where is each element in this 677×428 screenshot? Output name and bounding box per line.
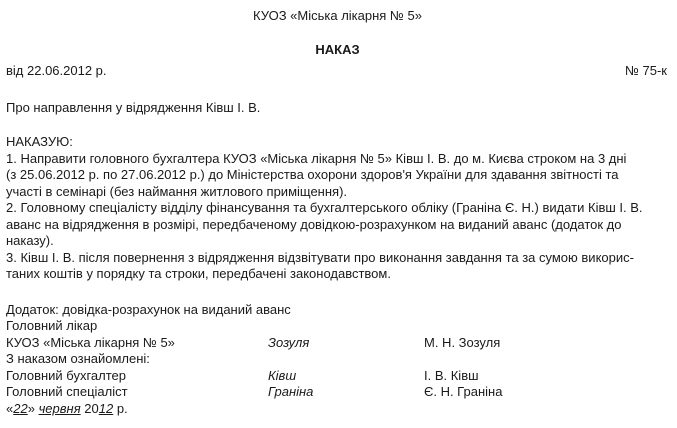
order-item-line: 1. Направити головного бухгалтера КУОЗ «Міська лікарня № 5» Ківш І. В. до м. Києва строком на 3 дні xyxy=(6,150,627,166)
order-item-line: участі в семінарі (без наймання житлового приміщення). xyxy=(6,183,348,199)
order-number: № 75-к xyxy=(624,63,667,78)
footer-date-close-quote: » xyxy=(27,400,35,416)
signer-name: Є. Н. Граніна xyxy=(424,384,503,399)
head-signature-row xyxy=(6,335,669,352)
order-item-line: 2. Головному спеціалісту відділу фінансування та бухгалтерського обліку (Граніна Є. Н.) видати Ківш І. В. xyxy=(6,200,643,215)
date-number-line xyxy=(6,63,669,80)
signer-signature: Ківш xyxy=(268,367,297,383)
head-position: Головний лікар xyxy=(6,318,98,333)
signer-row xyxy=(6,384,669,401)
signer-position: Головний спеціаліст xyxy=(6,384,128,399)
document-title: НАКАЗ xyxy=(315,42,360,57)
organization-name: КУОЗ «Міська лікарня № 5» xyxy=(253,8,422,23)
footer-date-day: 22 xyxy=(13,400,28,416)
order-item-1 xyxy=(6,151,669,201)
order-item-2 xyxy=(6,200,669,250)
acquainted-label: З наказом ознайомлені: xyxy=(6,351,150,366)
order-date: від 22.06.2012 р. xyxy=(6,63,107,78)
attachment-note: Додаток: довідка-розрахунок на виданий аванс xyxy=(6,301,291,317)
signer-signature: Граніна xyxy=(268,384,314,399)
signer-row xyxy=(6,368,669,385)
footer-date-open-quote: « xyxy=(6,400,14,416)
footer-date-year-prefix: 20 xyxy=(84,400,99,416)
footer-date xyxy=(6,401,669,418)
order-subject: Про направлення у відрядження Ківш І. В. xyxy=(6,100,261,115)
signer-position: Головний бухгалтер xyxy=(6,367,126,383)
footer-date-month: червня xyxy=(38,400,81,416)
head-org: КУОЗ «Міська лікарня № 5» xyxy=(6,334,175,350)
order-item-line: таних коштів у порядку та строки, передбачені законодавством. xyxy=(6,266,391,281)
footer-date-year-unit: р. xyxy=(116,400,128,416)
head-name: М. Н. Зозуля xyxy=(424,334,501,350)
signer-name: І. В. Ківш xyxy=(424,367,479,383)
order-item-line: 3. Ківш І. В. після повернення з відрядження відзвітувати про виконання завдання та за сумою викорис- xyxy=(6,249,634,265)
order-item-line: наказу). xyxy=(6,233,54,248)
order-document xyxy=(0,8,677,428)
order-item-line: (з 25.06.2012 р. по 27.06.2012 р.) до Міністерства охорони здоров'я України для здавання звітності та xyxy=(6,167,619,182)
order-item-3 xyxy=(6,250,669,283)
head-signature: Зозуля xyxy=(268,334,310,350)
order-item-line: аванс на відрядження в розмірі, передбаченому довідкою-розрахунком на виданий аванс (додаток до xyxy=(6,216,622,232)
footer-date-year-suffix: 12 xyxy=(98,400,114,416)
order-word: НАКАЗУЮ: xyxy=(6,134,73,149)
